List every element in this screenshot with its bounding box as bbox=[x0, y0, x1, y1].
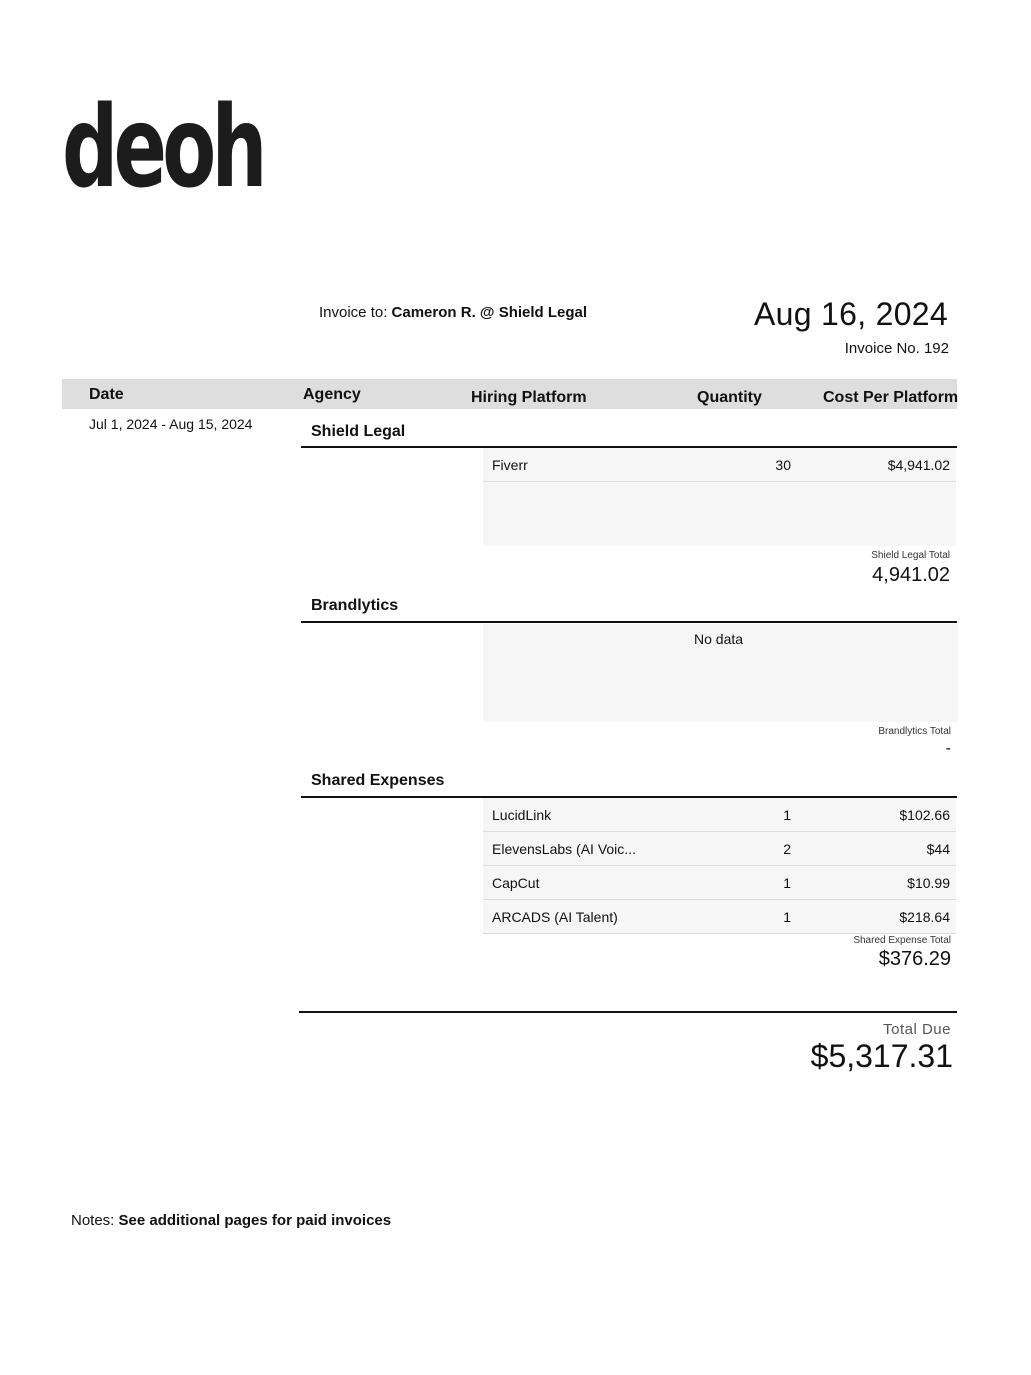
quantity-value: 1 bbox=[783, 875, 791, 891]
invoice-to-label: Invoice to: bbox=[319, 304, 388, 321]
column-header-agency: Agency bbox=[303, 386, 361, 403]
platform-name: Fiverr bbox=[492, 457, 528, 473]
group-total-value: - bbox=[945, 740, 951, 757]
group-total-value: $376.29 bbox=[878, 948, 951, 970]
platform-name: ElevensLabs (AI Voic... bbox=[492, 841, 636, 857]
invoice-to-value: Cameron R. @ Shield Legal bbox=[391, 304, 588, 321]
platform-name: CapCut bbox=[492, 875, 540, 891]
total-due-value: $5,317.31 bbox=[810, 1038, 953, 1074]
group-title-shield-legal: Shield Legal bbox=[311, 423, 406, 440]
brandlytics-empty-area bbox=[483, 624, 958, 722]
cost-value: $102.66 bbox=[899, 807, 950, 823]
notes-label: Notes: bbox=[71, 1212, 115, 1229]
table-row bbox=[483, 900, 956, 934]
empty-row-area bbox=[483, 482, 956, 546]
company-logo: deoh bbox=[62, 83, 263, 213]
group-total-label: Shield Legal Total bbox=[871, 550, 950, 561]
shield-legal-rows bbox=[483, 448, 956, 546]
shared-expenses-rows bbox=[483, 798, 956, 934]
group-total-value: 4,941.02 bbox=[872, 564, 950, 586]
cost-value: $4,941.02 bbox=[887, 457, 950, 473]
quantity-value: 30 bbox=[775, 457, 791, 473]
invoice-to bbox=[319, 304, 587, 321]
quantity-value: 2 bbox=[783, 841, 791, 857]
column-header-quantity: Quantity bbox=[697, 389, 762, 406]
table-row bbox=[483, 866, 956, 900]
group-total-label: Brandlytics Total bbox=[878, 726, 951, 737]
invoice-date: Aug 16, 2024 bbox=[754, 296, 948, 332]
notes bbox=[71, 1212, 391, 1229]
table-row bbox=[483, 832, 956, 866]
group-total-label: Shared Expense Total bbox=[853, 935, 951, 946]
column-header-date: Date bbox=[89, 386, 124, 403]
no-data-text: No data bbox=[694, 631, 744, 647]
column-header-cost: Cost Per Platform bbox=[823, 389, 959, 406]
table-row bbox=[483, 448, 956, 482]
column-header-platform: Hiring Platform bbox=[471, 389, 587, 406]
group-divider bbox=[301, 621, 957, 623]
group-title-brandlytics: Brandlytics bbox=[311, 597, 399, 614]
platform-name: LucidLink bbox=[492, 807, 552, 823]
platform-name: ARCADS (AI Talent) bbox=[492, 909, 618, 925]
date-range: Jul 1, 2024 - Aug 15, 2024 bbox=[89, 416, 253, 432]
table-row bbox=[483, 798, 956, 832]
cost-value: $218.64 bbox=[899, 909, 950, 925]
notes-value: See additional pages for paid invoices bbox=[118, 1212, 392, 1229]
quantity-value: 1 bbox=[783, 909, 791, 925]
group-title-shared-expenses: Shared Expenses bbox=[311, 772, 445, 789]
cost-value: $44 bbox=[926, 841, 950, 857]
invoice-number: Invoice No. 192 bbox=[844, 340, 949, 357]
total-divider bbox=[299, 1011, 957, 1013]
quantity-value: 1 bbox=[783, 807, 791, 823]
total-due-label: Total Due bbox=[883, 1021, 951, 1038]
cost-value: $10.99 bbox=[907, 875, 950, 891]
